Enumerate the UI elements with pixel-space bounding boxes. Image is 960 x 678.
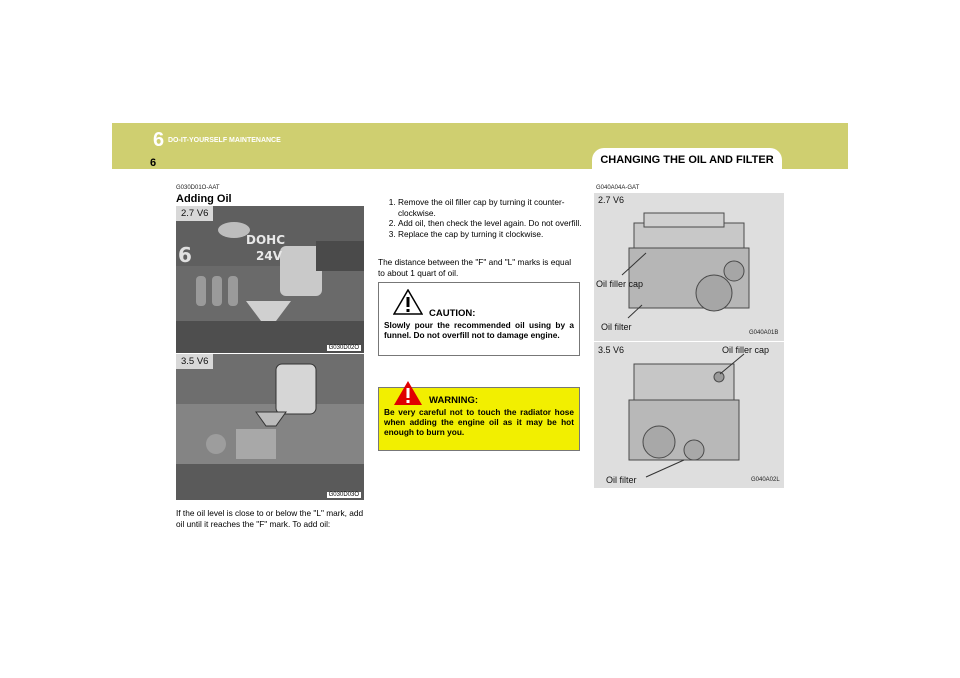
warning-triangle-icon	[393, 380, 423, 406]
page-title: CHANGING THE OIL AND FILTER	[600, 154, 774, 166]
photo-label: 3.5 V6	[176, 354, 213, 369]
caution-box	[378, 282, 580, 356]
quart-note: The distance between the "F" and "L" marks is equal to about 1 quart of oil.	[378, 257, 572, 278]
exclamation-triangle-icon	[393, 289, 423, 315]
oil-filler-cap-label: Oil filler cap	[596, 279, 644, 289]
photo-caption: G030D03O	[328, 492, 359, 498]
oil-filter-label: Oil filter	[606, 475, 637, 485]
list-item: 1. Remove the oil filler cap by turning it counter-clockwise.	[398, 197, 586, 218]
caution-title: CAUTION:	[429, 308, 476, 319]
photo-3-5-v6	[176, 354, 364, 500]
photo-label: 2.7 V6	[176, 206, 213, 221]
engine-cover-text-line1: DOHC	[246, 233, 286, 247]
engine-diagram-3-5-v6	[594, 342, 784, 488]
section-number: 6	[153, 129, 165, 151]
engine-diagram-icon	[594, 342, 784, 488]
engine-label: 2.7 V6	[598, 195, 625, 205]
list-item: 3. Replace the cap by turning it clockwise.	[398, 229, 586, 240]
warning-title: WARNING:	[429, 395, 479, 406]
engine-cover-text-line2: 24V	[256, 249, 282, 263]
caution-body: Slowly pour the recommended oil using by a funnel. Do not overfill not to damage engine.	[384, 320, 574, 341]
section-code: G040A04A-GAT	[596, 185, 640, 191]
figure-caption: G040A01B	[749, 330, 779, 336]
engine-diagram-icon	[594, 193, 784, 341]
engine-cover-big-six: 6	[178, 243, 192, 267]
page-number: 6	[150, 157, 157, 169]
section-title: DO-IT-YOURSELF MAINTENANCE	[168, 137, 281, 144]
engine-diagram-2-7-v6	[594, 193, 784, 341]
warning-box	[378, 387, 580, 451]
engine-photo-illustration	[176, 206, 364, 353]
intro-paragraph: If the oil level is close to or below the "L" mark, add oil until it reaches the "F" mark. To add oil:	[176, 508, 364, 529]
figure-caption: G040A02L	[751, 477, 780, 483]
warning-body: Be very careful not to touch the radiator hose when adding the engine oil as it may be hot enough to burn you.	[384, 407, 574, 438]
oil-filler-cap-label: Oil filler cap	[722, 345, 770, 355]
photo-caption: G030D02O	[328, 345, 359, 351]
engine-photo-illustration	[176, 354, 364, 500]
photo-2-7-v6	[176, 206, 364, 353]
engine-label: 3.5 V6	[598, 345, 625, 355]
section-code: G030D01O-AAT	[176, 185, 220, 191]
list-item: 2. Add oil, then check the level again. Do not overfill.	[398, 218, 586, 229]
section-heading: Adding Oil	[176, 193, 232, 205]
oil-filter-label: Oil filter	[601, 322, 632, 332]
steps-list	[386, 197, 586, 239]
